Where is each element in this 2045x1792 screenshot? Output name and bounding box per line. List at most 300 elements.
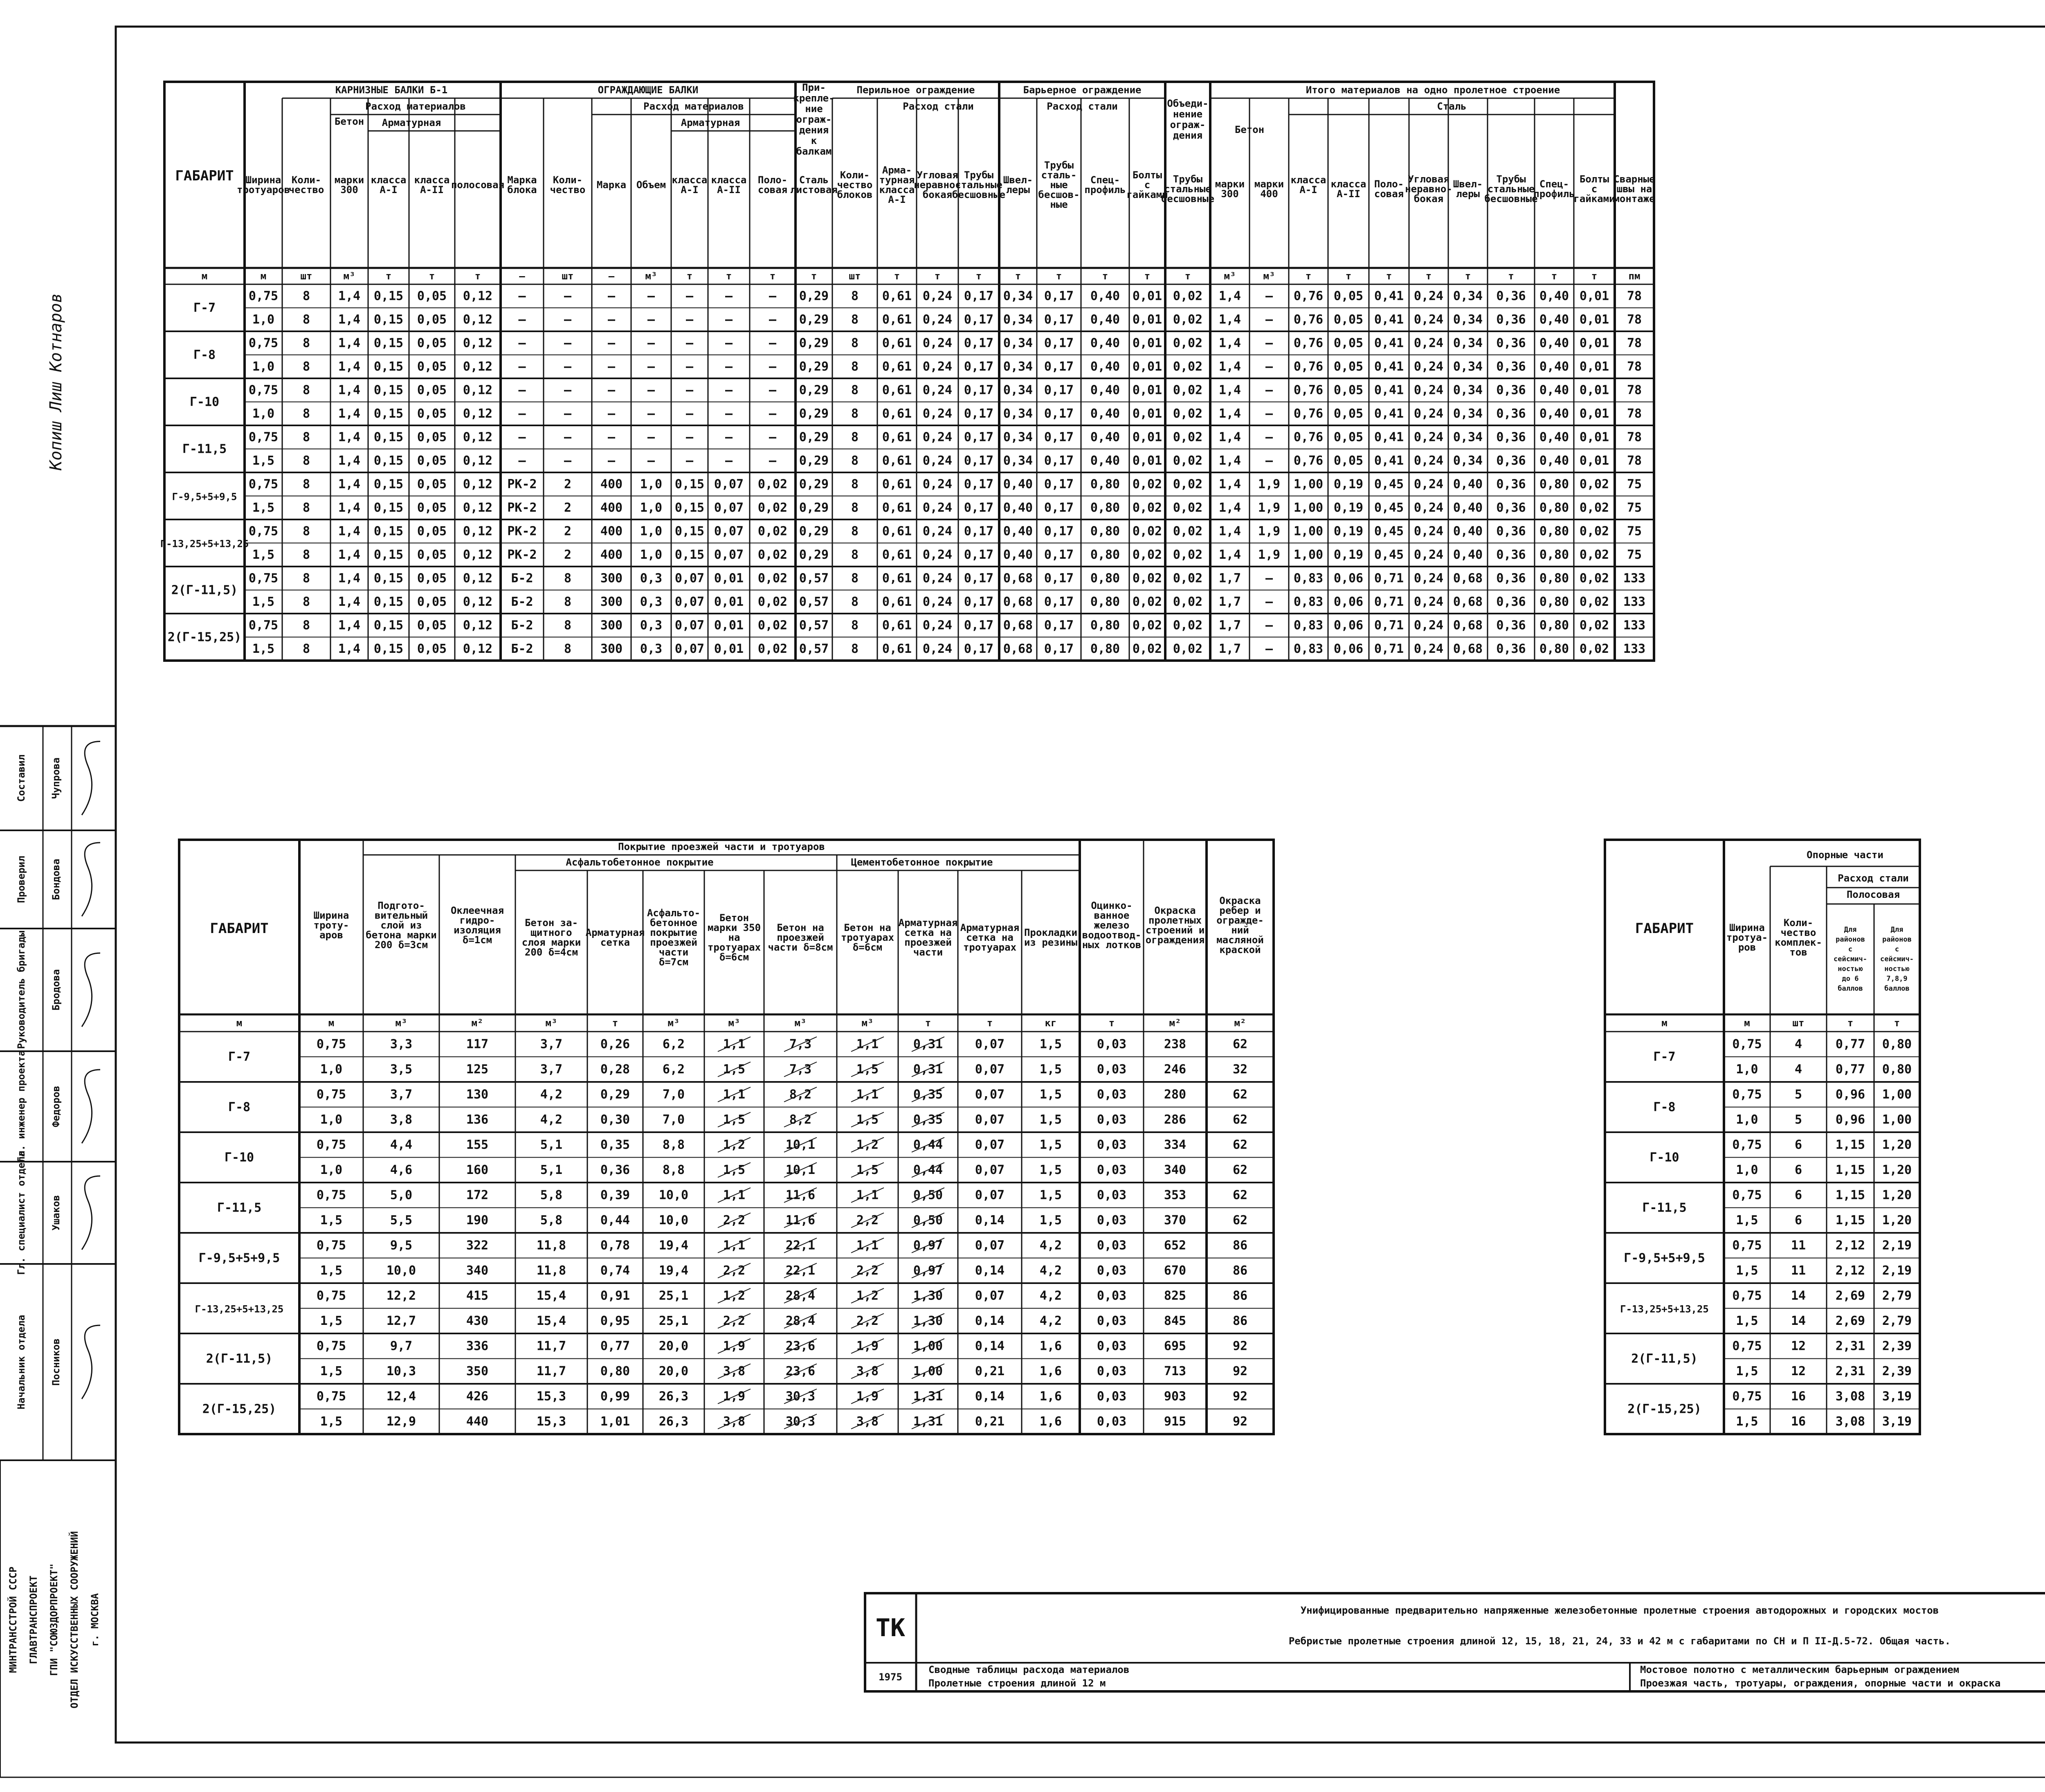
table-cell: 0,15	[373, 524, 404, 539]
table-cell: 0,01	[1132, 430, 1162, 445]
unit-cell: т	[1305, 270, 1312, 282]
text-line: 300	[340, 184, 358, 196]
table-cell: 0,68	[1003, 571, 1033, 586]
column-header	[550, 174, 586, 196]
table-cell: 0,44	[913, 1138, 943, 1152]
table-cell: 0,3	[640, 618, 663, 633]
table-cell: 9,7	[390, 1339, 413, 1354]
table-cell: 78	[1627, 359, 1642, 374]
table-cell: 0,07	[975, 1288, 1005, 1303]
table-cell: 0,17	[1044, 430, 1074, 445]
table-cell: 78	[1627, 289, 1642, 304]
table-cell: 1,1	[856, 1087, 879, 1102]
table-cell: 0,68	[1453, 641, 1483, 656]
table-cell: 0,29	[799, 383, 829, 398]
table-cell: 0,05	[417, 312, 447, 327]
table-cell: 78	[1627, 336, 1642, 351]
table-cell: 0,24	[922, 641, 953, 656]
table-cell: 0,03	[1097, 1389, 1127, 1404]
text-line: сетка на	[904, 927, 952, 938]
table-cell: 0,24	[1414, 336, 1444, 351]
table-cell: 0,17	[964, 336, 994, 351]
table-cell: 0,40	[1539, 453, 1569, 468]
table-cell: 1,9	[856, 1389, 879, 1404]
table-cell: —	[685, 289, 694, 304]
table-cell: —	[564, 312, 572, 327]
text-line: 2(Г-11,5)	[171, 583, 238, 598]
table-cell: 4,2	[1039, 1263, 1062, 1278]
table-cell: 0,15	[674, 547, 705, 562]
text-line: чество	[837, 179, 873, 191]
table-cell: 0,15	[373, 312, 404, 327]
unit-cell: м³	[1224, 270, 1236, 282]
table-cell: 0,80	[1090, 571, 1120, 586]
text-line: Угловая	[1408, 173, 1449, 185]
text-line: проезжей	[777, 932, 824, 943]
table-cell: 19,4	[658, 1238, 689, 1253]
table-cell: 0,17	[1044, 383, 1074, 398]
table-cell: 0,40	[1090, 383, 1120, 398]
table-cell: 0,29	[799, 359, 829, 374]
table-cell: 0,41	[1374, 430, 1404, 445]
table-cell: 0,40	[1539, 359, 1569, 374]
table-cell: 0,02	[1173, 289, 1203, 304]
text-line: Расход материалов	[365, 101, 466, 112]
table-cell: 8	[851, 641, 859, 656]
group-header-total	[1306, 84, 1560, 96]
table-cell: 2,19	[1882, 1238, 1912, 1253]
group-label	[190, 395, 219, 409]
table-cell: 0,14	[975, 1339, 1005, 1354]
table-cell: 0,02	[757, 594, 788, 609]
table-cell: 1,0	[320, 1112, 343, 1127]
group-label	[1631, 1352, 1698, 1366]
text-line: стальные	[1487, 183, 1535, 195]
unit-cell: т	[1056, 270, 1062, 282]
table-cell: 0,61	[882, 571, 912, 586]
table-cell: 415	[466, 1288, 489, 1303]
table-cell: 2,31	[1835, 1364, 1865, 1378]
table-cell: 0,21	[975, 1414, 1005, 1429]
table-cell: 62	[1232, 1112, 1248, 1127]
table-cell: 0,07	[674, 618, 705, 633]
table-cell: 0,34	[1003, 336, 1033, 351]
title-subline: Пролетные строения длиной 12 м	[928, 1677, 1106, 1689]
table-cell: 0,40	[1453, 500, 1483, 515]
table-cell: 0,29	[799, 289, 829, 304]
table-cell: 0,06	[1333, 618, 1364, 633]
table-cell: 23,6	[785, 1339, 816, 1354]
table-cell: 8	[302, 359, 310, 374]
table-cell: 0,01	[1132, 312, 1162, 327]
column-header	[711, 174, 747, 196]
table-cell: —	[1265, 618, 1273, 633]
table-cell: 0,01	[1579, 289, 1609, 304]
table-cell: 0,24	[1414, 289, 1444, 304]
table-cell: 3,5	[390, 1062, 413, 1077]
table-cell: 0,75	[1732, 1389, 1762, 1404]
column-header	[1331, 178, 1366, 200]
table-cell: 0,24	[1414, 430, 1444, 445]
table-cell: 86	[1232, 1288, 1248, 1303]
unit-cell: шт	[562, 270, 574, 282]
text-line: Перильное ограждение	[856, 84, 975, 96]
unit-cell: т	[1015, 270, 1021, 282]
text-line: Бетон на	[777, 922, 824, 933]
text-line: Арматурная	[382, 117, 441, 128]
text-line: бесшовные	[1161, 193, 1215, 205]
table-cell: 0,15	[373, 383, 404, 398]
table-cell: 0,24	[922, 430, 953, 445]
table-cell: —	[769, 336, 777, 351]
table-cell: 1,4	[1218, 453, 1241, 468]
text-line: Арматурная	[681, 117, 740, 128]
table-cell: 300	[600, 594, 623, 609]
table-cell: 0,03	[1097, 1313, 1127, 1328]
table-cell: 1,5	[1039, 1087, 1062, 1102]
text-line: ребер и	[1219, 905, 1261, 916]
text-line: Оцинко-	[1091, 900, 1133, 911]
table-cell: 0,61	[882, 359, 912, 374]
text-line: масляной	[1216, 934, 1264, 946]
table-cell: 0,24	[922, 453, 953, 468]
table-cell: —	[518, 289, 526, 304]
table-cell: 695	[1164, 1339, 1187, 1354]
table-cell: 2,2	[856, 1313, 879, 1328]
text-line: Поло-	[1374, 178, 1404, 190]
table-cell: 0,14	[975, 1213, 1005, 1228]
table-cell: 4	[1794, 1062, 1802, 1077]
table-cell: 0,45	[1374, 477, 1404, 492]
table-cell: 430	[466, 1313, 489, 1328]
table-cell: 1,5	[723, 1062, 746, 1077]
table-cell: 8	[851, 547, 859, 562]
unit-cell: т	[612, 1017, 618, 1029]
support-table	[1605, 840, 1920, 1434]
table-cell: 0,03	[1097, 1414, 1127, 1429]
table-cell: 1,4	[338, 453, 361, 468]
table-cell: 0,29	[799, 453, 829, 468]
column-header	[1453, 178, 1483, 200]
table-cell: 8	[302, 289, 310, 304]
table-cell: 6	[1794, 1213, 1802, 1228]
text-line: Спец-	[1539, 178, 1569, 190]
table-cell: 1,5	[1039, 1062, 1062, 1077]
table-cell: 1,9	[1258, 524, 1281, 539]
text-line: Расход материалов	[643, 101, 744, 112]
column-header	[1215, 178, 1245, 200]
unit-cell: т	[1551, 270, 1557, 282]
table-cell: 0,07	[975, 1087, 1005, 1102]
table-cell: 5,8	[540, 1213, 563, 1228]
text-line: Ширина	[245, 174, 281, 186]
table-cell: 0,02	[1579, 641, 1609, 656]
table-cell: 845	[1164, 1313, 1187, 1328]
table-cell: 0,03	[1097, 1288, 1127, 1303]
title-block	[865, 1593, 2045, 1691]
table-cell: 0,75	[316, 1037, 346, 1052]
table-cell: 0,02	[757, 571, 788, 586]
table-cell: 400	[600, 500, 623, 515]
group-label	[195, 1304, 284, 1315]
table-cell: 2,79	[1882, 1288, 1912, 1303]
column-header	[597, 179, 626, 191]
table-cell: —	[607, 336, 616, 351]
table-cell: 0,02	[757, 524, 788, 539]
signature-mark	[82, 1070, 100, 1143]
table-cell: 1,00	[1882, 1112, 1912, 1127]
table-cell: 75	[1627, 500, 1642, 515]
column-header	[289, 174, 324, 196]
table-cell: 0,50	[913, 1213, 943, 1228]
subheader-concrete	[1235, 124, 1264, 135]
unit-cell: т	[1847, 1017, 1854, 1029]
table-cell: 4,4	[390, 1138, 413, 1152]
text-line: Для	[1844, 926, 1857, 934]
table-cell: 0,80	[1539, 524, 1569, 539]
subheader-concrete	[335, 116, 364, 127]
text-line: Г-7	[1653, 1050, 1676, 1064]
table-cell: 0,36	[1496, 359, 1526, 374]
stamp-name: Чупрова	[50, 757, 62, 799]
table-cell: 0,24	[922, 500, 953, 515]
group-label	[193, 301, 216, 315]
table-cell: 0,24	[1414, 406, 1444, 421]
table-cell: 0,02	[1132, 477, 1162, 492]
table-cell: 0,05	[1333, 430, 1364, 445]
group-label	[182, 442, 227, 456]
table-cell: 25,1	[658, 1288, 689, 1303]
text-line: неравно-	[914, 179, 961, 191]
table-cell: —	[607, 383, 616, 398]
text-line: Болты	[1579, 173, 1609, 185]
table-cell: 1,5	[252, 641, 275, 656]
table-cell: 0,05	[1333, 336, 1364, 351]
table-cell: 0,95	[600, 1313, 630, 1328]
text-line: Сталь	[1437, 101, 1467, 112]
table-cell: 1,4	[338, 641, 361, 656]
table-cell: Б-2	[511, 641, 533, 656]
text-line: А-I	[380, 184, 398, 196]
table-cell: 75	[1627, 524, 1642, 539]
text-line: Оклеечная	[450, 905, 504, 916]
text-line: Асфальтобетонное покрытие	[566, 857, 714, 868]
table-cell: 0,12	[463, 571, 493, 586]
table-cell: 1,4	[338, 524, 361, 539]
unit-cell: т	[894, 270, 900, 282]
stamp-role: Руководитель бригады	[16, 931, 27, 1049]
table-cell: 0,12	[463, 383, 493, 398]
text-line: Окраска	[1219, 895, 1261, 906]
unit-cell: м	[1661, 1017, 1667, 1029]
table-cell: 92	[1232, 1364, 1248, 1378]
table-cell: 10,3	[386, 1364, 416, 1378]
table-cell: 6,2	[662, 1062, 685, 1077]
table-cell: 130	[466, 1087, 489, 1102]
table-cell: —	[1265, 359, 1273, 374]
table-cell: 0,17	[1044, 571, 1074, 586]
table-cell: 0,75	[1732, 1238, 1762, 1253]
unit-cell: м³	[645, 270, 657, 282]
table-cell: 0,02	[1173, 477, 1203, 492]
table-cell: 0,02	[1173, 430, 1203, 445]
column-header	[507, 174, 537, 196]
text-line: бесшов-	[1038, 189, 1080, 200]
table-cell: 0,12	[463, 641, 493, 656]
table-cell: 0,07	[714, 477, 744, 492]
text-line: Прокладки	[1024, 927, 1078, 938]
table-cell: —	[1265, 336, 1273, 351]
table-cell: 1,5	[723, 1162, 746, 1177]
table-cell: —	[564, 336, 572, 351]
table-cell: 0,3	[640, 641, 663, 656]
group-label	[193, 348, 216, 362]
stamp-role: Начальник отдела	[16, 1315, 27, 1410]
text-line: ние	[805, 103, 823, 115]
table-cell: 0,02	[1173, 594, 1203, 609]
table-cell: 0,50	[913, 1188, 943, 1203]
table-cell: 62	[1232, 1087, 1248, 1102]
text-line: троту-	[313, 920, 349, 931]
table-cell: 0,15	[373, 453, 404, 468]
table-cell: 0,12	[463, 430, 493, 445]
table-cell: 2,39	[1882, 1339, 1912, 1354]
text-line: А-II	[717, 184, 741, 196]
table-cell: 3,19	[1882, 1414, 1912, 1429]
table-cell: 0,77	[1835, 1062, 1865, 1077]
table-cell: 16	[1791, 1414, 1806, 1429]
table-cell: —	[647, 453, 655, 468]
table-cell: 62	[1232, 1138, 1248, 1152]
table-cell: 0,12	[463, 500, 493, 515]
table-cell: 30,3	[785, 1389, 816, 1404]
table-cell: 0,15	[373, 594, 404, 609]
text-line: гидро-	[459, 915, 495, 926]
table-cell: 0,80	[1090, 618, 1120, 633]
table-cell: 0,36	[1496, 453, 1526, 468]
table-cell: 8	[851, 594, 859, 609]
table-cell: 0,01	[1132, 383, 1162, 398]
header-gabarit: ГАБАРИТ	[1635, 920, 1694, 937]
table-cell: 2,69	[1835, 1313, 1865, 1328]
table-cell: 0,12	[463, 477, 493, 492]
unit-cell: т	[769, 270, 776, 282]
text-line: Г-13,25+5+13,25	[195, 1303, 284, 1315]
table-cell: 0,02	[757, 618, 788, 633]
unit-cell: м³	[1263, 270, 1275, 282]
text-line: чество	[550, 184, 586, 196]
table-cell: 1,4	[338, 406, 361, 421]
column-header	[879, 164, 915, 205]
group-label	[228, 1050, 250, 1064]
table-cell: 0,36	[1496, 594, 1526, 609]
text-line: совая	[1374, 188, 1404, 200]
table-cell: 1,20	[1882, 1188, 1912, 1203]
table-cell: 10,1	[785, 1138, 816, 1152]
text-line: Г-10	[224, 1150, 254, 1165]
table-cell: 0,31	[913, 1037, 943, 1052]
table-cell: 117	[466, 1037, 489, 1052]
table-cell: 1,5	[1736, 1414, 1758, 1429]
subheader-rebar	[382, 117, 441, 128]
table-cell: 12,7	[386, 1313, 416, 1328]
text-line: Итого материалов на одно пролетное строение	[1306, 84, 1560, 96]
table-cell: 0,02	[1579, 500, 1609, 515]
table-cell: 0,26	[600, 1037, 630, 1052]
table-cell: 8	[302, 430, 310, 445]
text-line: ний	[1231, 924, 1249, 936]
table-cell: 0,75	[248, 430, 279, 445]
table-cell: 0,41	[1374, 312, 1404, 327]
unit-cell: м³	[861, 1017, 874, 1029]
table-cell: 0,57	[799, 571, 829, 586]
table-cell: РК-2	[507, 477, 537, 492]
table-cell: 0,36	[1496, 430, 1526, 445]
table-cell: 0,03	[1097, 1138, 1127, 1152]
table-cell: —	[769, 383, 777, 398]
table-cell: 0,83	[1293, 618, 1324, 633]
table-cell: 0,03	[1097, 1213, 1127, 1228]
table-cell: 0,77	[600, 1339, 630, 1354]
table-cell: 0,91	[600, 1288, 630, 1303]
table-cell: 0,05	[417, 547, 447, 562]
table-cell: 0,34	[1453, 406, 1483, 421]
text-line: огражде-	[1216, 915, 1264, 926]
table-cell: 0,12	[463, 594, 493, 609]
table-cell: 1,4	[1218, 430, 1241, 445]
table-cell: 1,1	[723, 1238, 746, 1253]
table-cell: 0,12	[463, 618, 493, 633]
group-header-barrier	[1023, 84, 1142, 96]
text-line: с	[1894, 945, 1899, 953]
text-line: к	[811, 135, 817, 146]
table-cell: 2	[564, 547, 572, 562]
table-cell: —	[647, 430, 655, 445]
table-cell: 0,07	[975, 1162, 1005, 1177]
column-header	[1880, 926, 1914, 993]
table-cell: 172	[466, 1188, 489, 1203]
table-cell: —	[725, 430, 733, 445]
table-cell: 190	[466, 1213, 489, 1228]
table-cell: 19,4	[658, 1263, 689, 1278]
table-cell: 0,36	[1496, 312, 1526, 327]
text-line: бокая	[1414, 193, 1444, 205]
table-cell: 0,01	[1132, 336, 1162, 351]
table-cell: 0,80	[600, 1364, 630, 1378]
table-cell: 0,41	[1374, 383, 1404, 398]
stamp-name: Бродова	[50, 969, 62, 1011]
table-cell: 1,0	[640, 547, 663, 562]
table-cell: 8	[851, 312, 859, 327]
group-label	[202, 1402, 276, 1417]
table-cell: 0,19	[1333, 500, 1364, 515]
table-cell: 1,4	[1218, 477, 1241, 492]
table-cell: 0,75	[316, 1389, 346, 1404]
table-cell: 0,77	[1835, 1037, 1865, 1052]
column-header	[952, 169, 1005, 200]
table-cell: 0,15	[373, 500, 404, 515]
table-cell: 7,0	[662, 1087, 685, 1102]
table-cell: 0,34	[1453, 430, 1483, 445]
table-cell: 0,07	[674, 641, 705, 656]
table-cell: 2,2	[856, 1263, 879, 1278]
table-cell: 0,57	[799, 618, 829, 633]
table-cell: 0,01	[1579, 430, 1609, 445]
table-cell: —	[1265, 571, 1273, 586]
text-line: стальные	[955, 179, 1002, 191]
table-cell: 0,35	[913, 1087, 943, 1102]
table-cell: 0,05	[417, 477, 447, 492]
